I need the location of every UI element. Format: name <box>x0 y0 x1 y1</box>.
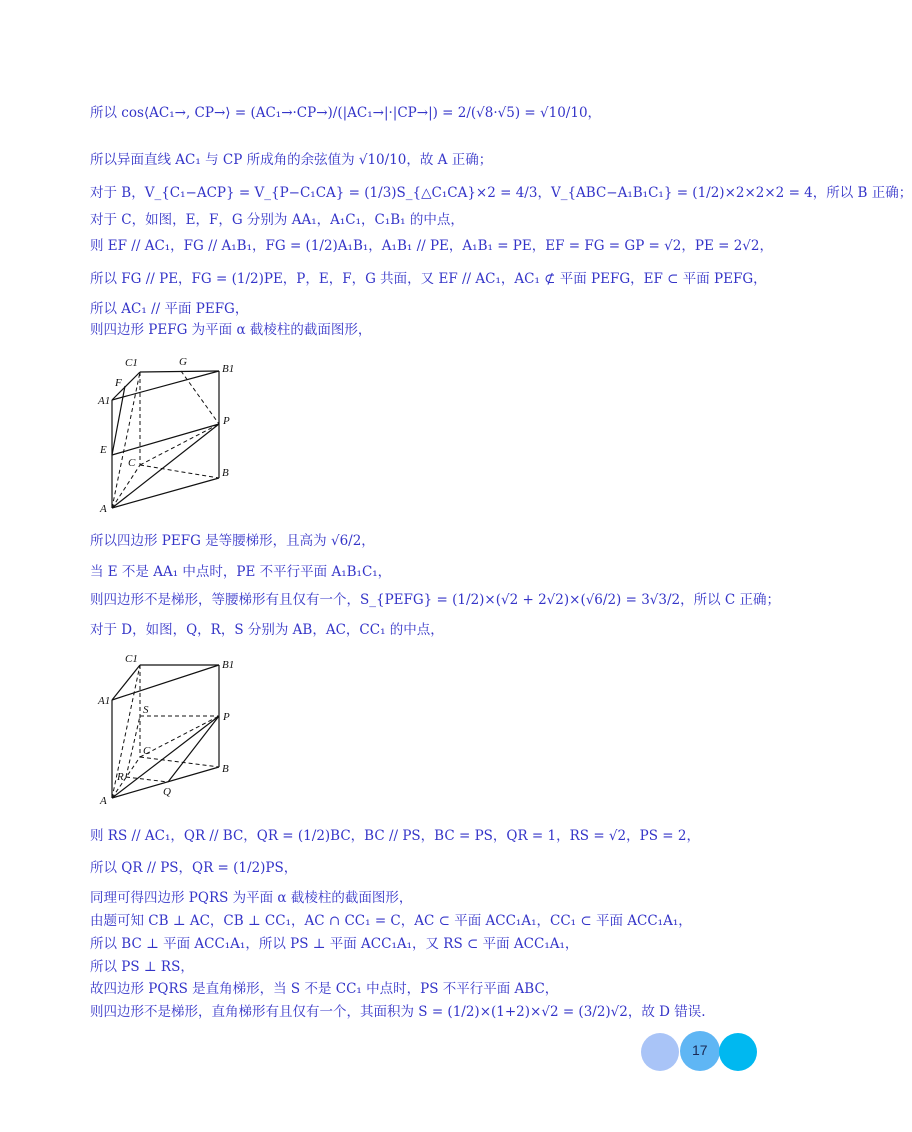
badge-circle-right <box>719 1033 757 1071</box>
label-a: A <box>100 795 107 807</box>
label-c: C <box>128 457 136 469</box>
label-g: G <box>179 356 187 368</box>
label-p: P <box>223 711 230 723</box>
text-line-19: 故四边形 PQRS 是直角梯形，当 S 不是 CC₁ 中点时，PS 不平行平面 ABC， <box>90 981 559 997</box>
label-f: F <box>115 377 122 389</box>
label-a1: A1 <box>98 395 111 407</box>
text-line-4: 对于 C，如图，E，F，G 分别为 AA₁，A₁C₁，C₁B₁ 的中点， <box>90 212 464 228</box>
text-line-15: 同理可得四边形 PQRS 为平面 α 截棱柱的截面图形， <box>90 890 413 906</box>
label-a: A <box>100 503 107 515</box>
label-b: B <box>222 763 229 775</box>
label-q: Q <box>163 786 171 798</box>
text-line-6: 所以 FG // PE，FG = (1/2)PE，P，E，F，G 共面，又 EF // AC₁，AC₁ ⊄ 平面 PEFG，EF ⊂ 平面 PEFG， <box>90 271 767 287</box>
label-c1: C1 <box>125 653 138 665</box>
text-line-5: 则 EF // AC₁，FG // A₁B₁，FG = (1/2)A₁B₁，A₁B₁ // PE，A₁B₁ = PE，EF = FG = GP = √2，PE = 2√2， <box>90 238 773 254</box>
label-b: B <box>222 467 229 479</box>
text-line-1: 所以 cos⟨AC₁→, CP→⟩ = (AC₁→·CP→)/(|AC₁→|·|CP→|) = 2/(√8·√5) = √10/10， <box>90 105 602 121</box>
label-s: S <box>143 704 149 716</box>
text-line-11: 则四边形不是梯形，等腰梯形有且仅有一个，S_{PEFG} = (1/2)×(√2 + 2√2)×(√6/2) = 3√3/2，所以 C 正确； <box>90 592 781 608</box>
text-line-3: 对于 B，V_{C₁−ACP} = V_{P−C₁CA} = (1/3)S_{△C₁CA}×2 = 4/3，V_{ABC−A₁B₁C₁} = (1/2)×2×2×2 = 4，所以 B 正确； <box>90 185 912 201</box>
text-line-14: 所以 QR // PS，QR = (1/2)PS， <box>90 860 298 876</box>
label-b1: B1 <box>222 659 235 671</box>
page-number: 17 <box>692 1042 708 1058</box>
text-line-9: 所以四边形 PEFG 是等腰梯形，且高为 √6/2， <box>90 533 375 549</box>
text-line-13: 则 RS // AC₁，QR // BC，QR = (1/2)BC，BC // PS，BC = PS，QR = 1，RS = √2，PS = 2， <box>90 828 700 844</box>
text-line-18: 所以 PS ⊥ RS， <box>90 959 194 975</box>
label-p: P <box>223 415 230 427</box>
text-line-16: 由题可知 CB ⊥ AC，CB ⊥ CC₁，AC ∩ CC₁ = C，AC ⊂ 平面 ACC₁A₁，CC₁ ⊂ 平面 ACC₁A₁， <box>90 913 692 929</box>
text-line-20: 则四边形不是梯形，直角梯形有且仅有一个，其面积为 S = (1/2)×(1+2)×√2 = (3/2)√2，故 D 错误. <box>90 1004 706 1020</box>
text-line-8: 则四边形 PEFG 为平面 α 截棱柱的截面图形， <box>90 322 372 338</box>
text-line-10: 当 E 不是 AA₁ 中点时，PE 不平行平面 A₁B₁C₁， <box>90 564 392 580</box>
figure-prism-section-pefg <box>95 350 255 520</box>
label-r: R <box>117 771 124 783</box>
figure-prism-section-pqrs <box>95 650 255 810</box>
label-c1: C1 <box>125 357 138 369</box>
text-line-17: 所以 BC ⊥ 平面 ACC₁A₁，所以 PS ⊥ 平面 ACC₁A₁，又 RS ⊂ 平面 ACC₁A₁， <box>90 936 579 952</box>
label-a1: A1 <box>98 695 111 707</box>
badge-circle-left <box>641 1033 679 1071</box>
text-line-7: 所以 AC₁ // 平面 PEFG， <box>90 301 249 317</box>
label-c: C <box>143 745 151 757</box>
label-b1: B1 <box>222 363 235 375</box>
text-line-12: 对于 D，如图，Q，R，S 分别为 AB，AC，CC₁ 的中点， <box>90 622 444 638</box>
label-e: E <box>100 444 107 456</box>
text-line-2: 所以异面直线 AC₁ 与 CP 所成角的余弦值为 √10/10，故 A 正确； <box>90 152 493 168</box>
